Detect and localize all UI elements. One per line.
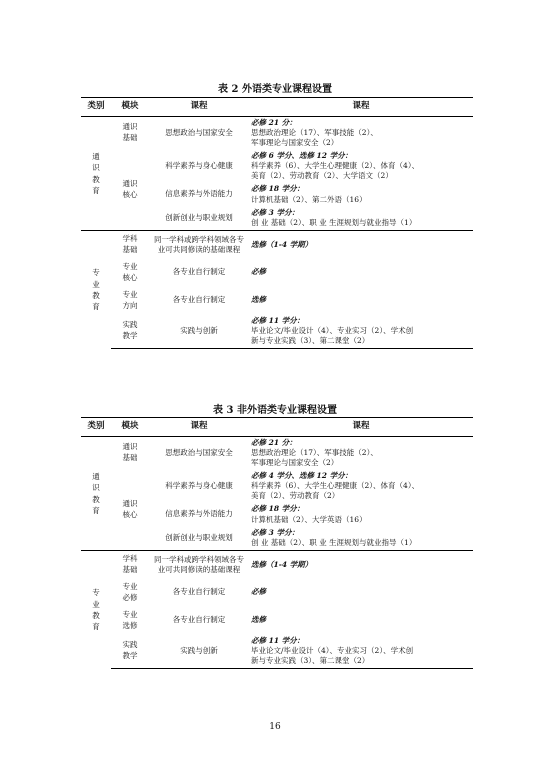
table-3-caption: 表 3 非外语类专业课程设置 — [213, 405, 337, 416]
requirement-cell: 必修 18 学分： 计算机基础（2）、大学英语（16） — [251, 504, 367, 524]
course-cell: 信息素养与外语能力 — [165, 189, 233, 199]
requirement-cell: 必修 21 分： 思想政治理论（17）、军事技能（2）、 军事理论与国家安全（2） — [251, 438, 378, 468]
requirement-cell: 必修 6 学分、选修 12 学分： 科学素养（6）、大学生心理健康（2）、体育（4）、 美育（2）、劳动教育（2）、大学语文（2） — [251, 150, 420, 181]
table-row — [81, 635, 473, 669]
header-category: 类别 — [81, 418, 111, 437]
module-cell: 通识核心 — [122, 498, 138, 519]
course-cell: 创新创业与职业规划 — [165, 213, 233, 223]
course-cell: 思想政治与国家安全 — [165, 448, 233, 458]
requirement-cell: 选修（1-4 学期） — [249, 551, 473, 579]
table-row — [81, 315, 473, 349]
table-2 — [81, 97, 473, 349]
course-cell: 创新创业与职业规划 — [165, 533, 233, 543]
requirement-cell: 必修 3 学分： 创 业 基础（2）、职 业 生涯规划与就业指导（1） — [251, 528, 417, 548]
course-cell: 各专业自行制定 — [172, 267, 226, 277]
table-row — [81, 150, 473, 183]
header-course: 课程 — [149, 418, 249, 437]
course-cell: 实践与创新 — [149, 635, 249, 669]
table-row — [81, 437, 473, 470]
course-cell: 各专业自行制定 — [172, 615, 226, 625]
category-cell: 专业教育 — [81, 551, 111, 669]
module-cell: 学科基础 — [111, 551, 149, 579]
course-cell: 同一学科或跨学科领域各专业可共同修读的基础课程 — [149, 231, 249, 259]
requirement-cell: 必修 11 学分： 毕业论文/毕业设计（4）、专业实习（2）、学术创 新与专业实践（3）、第二课堂（2） — [249, 635, 473, 669]
requirement-cell: 选修（1-4 学期） — [249, 231, 473, 259]
table-header-row — [81, 418, 473, 437]
requirement-cell: 必修 4 学分、选修 12 学分： 科学素养（6）、大学生心理健康（2）、体育（4）、 美育（2）、劳动教育（2） — [251, 470, 420, 501]
course-cell: 实践与创新 — [149, 315, 249, 349]
table-row — [81, 579, 473, 607]
table-row — [81, 259, 473, 287]
table-2-caption: 表 2 外语类专业课程设置 — [218, 84, 332, 95]
module-cell: 学科基础 — [111, 231, 149, 259]
course-cell: 信息素养与外语能力 — [165, 509, 233, 519]
requirement-cell: 必修 21 分： 思想政治理论（17）、军事技能（2）、 军事理论与国家安全（2） — [251, 118, 378, 148]
table-row — [81, 551, 473, 579]
module-cell: 实践教学 — [111, 635, 149, 669]
requirement-cell: 选修 — [251, 615, 266, 625]
module-cell: 实践教学 — [111, 315, 149, 349]
module-cell: 专业选修 — [122, 609, 138, 630]
table-row — [81, 117, 473, 150]
requirement-cell: 必修 18 学分： 计算机基础（2）、第二外语（16） — [251, 184, 367, 204]
table-3 — [81, 417, 473, 669]
header-requirement: 课程 — [249, 98, 473, 117]
course-cell: 科学素养与身心健康 — [165, 160, 233, 170]
header-category: 类别 — [81, 98, 111, 117]
table-header-row — [81, 98, 473, 117]
category-cell: 专业教育 — [81, 231, 111, 349]
header-module: 模块 — [111, 418, 149, 437]
module-cell: 通识核心 — [122, 178, 138, 199]
module-cell: 通识基础 — [122, 442, 138, 463]
course-cell: 科学素养与身心健康 — [165, 480, 233, 490]
module-cell: 专业核心 — [122, 261, 138, 282]
requirement-cell: 选修 — [251, 295, 266, 305]
category-cell: 通识教育 — [92, 152, 100, 195]
header-course: 课程 — [149, 98, 249, 117]
course-cell: 同一学科或跨学科领域各专业可共同修读的基础课程 — [149, 551, 249, 579]
requirement-cell: 必修 11 学分： 毕业论文/毕业设计（4）、专业实习（2）、学术创 新与专业实践（3）、第二课堂（2） — [249, 315, 473, 349]
page-number: 16 — [269, 722, 281, 732]
header-module: 模块 — [111, 98, 149, 117]
header-requirement: 课程 — [249, 418, 473, 437]
table-row — [81, 607, 473, 635]
table-row — [81, 470, 473, 503]
course-cell: 各专业自行制定 — [172, 295, 226, 305]
table-row — [81, 231, 473, 259]
table-row — [81, 287, 473, 315]
requirement-cell: 必修 — [251, 587, 266, 597]
course-cell: 思想政治与国家安全 — [165, 128, 233, 138]
category-cell: 通识教育 — [92, 472, 100, 515]
module-cell: 专业方向 — [122, 289, 138, 310]
course-cell: 各专业自行制定 — [172, 587, 226, 597]
module-cell: 专业必修 — [122, 581, 138, 602]
requirement-cell: 必修 — [251, 267, 266, 277]
module-cell: 通识基础 — [122, 122, 138, 143]
requirement-cell: 必修 3 学分： 创 业 基础（2）、职 业 生涯规划与就业指导（1） — [251, 208, 417, 228]
